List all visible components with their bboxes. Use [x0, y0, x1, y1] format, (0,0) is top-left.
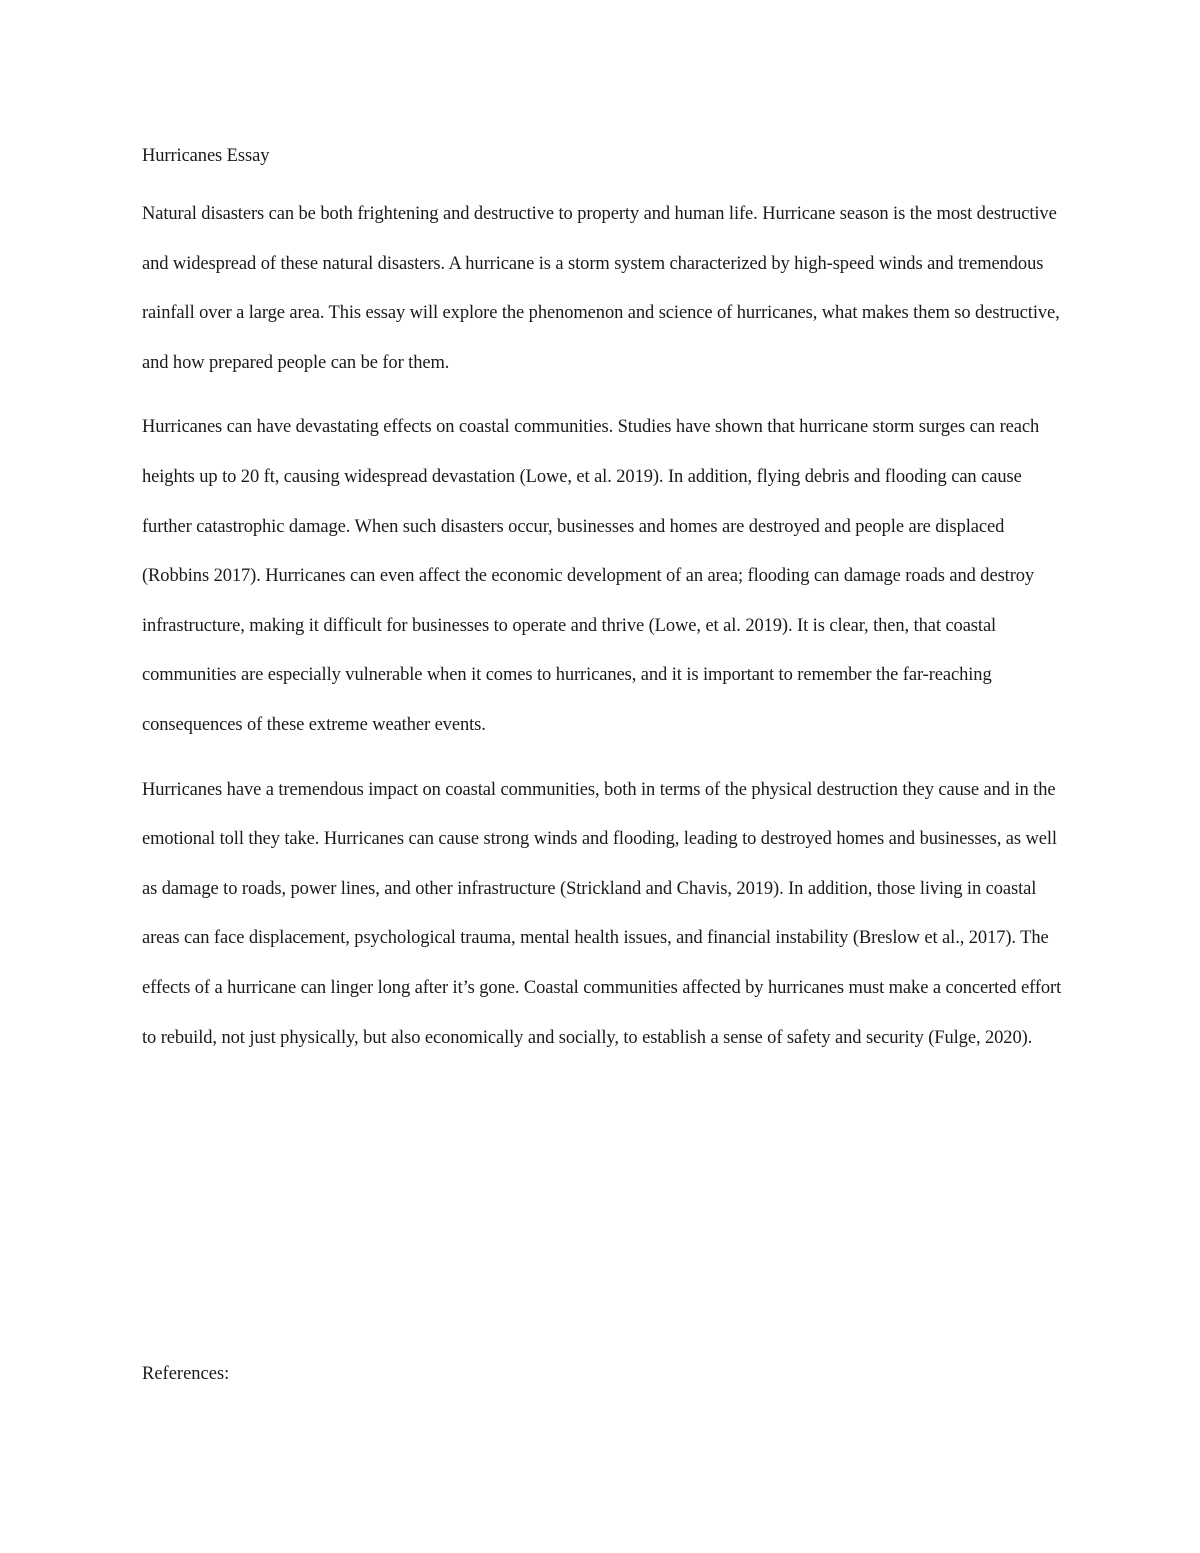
paragraph-coastal-effects: Hurricanes can have devastating effects on coastal communities. Studies have shown that hurricane storm surges can reach heights up to 20 ft, causing widespread devastation (Lowe, et al. 2019). In addition, flying debris and flooding can cause further catastrophic damage. When such disasters occur, businesses and homes are destroyed and people are displaced (Robbins 2017). Hurricanes can even affect the economic development of an area; flooding can damage roads and destroy infrastructure, making it difficult for businesses to operate and thrive (Lowe, et al. 2019). It is clear, then, that coastal communities are especially vulnerable when it comes to hurricanes, and it is important to remember the far-reaching consequences of these extreme weather events. [142, 417, 1040, 735]
paragraph-introduction: Natural disasters can be both frightening and destructive to property and human life. Hurricane season is the most destructive and widespread of these natural disasters. A hurricane is a storm system characterized by high-speed winds and tremendous rainfall over a large area. This essay will explore the phenomenon and science of hurricanes, what makes them so destructive, and how prepared people can be for them. [142, 204, 1060, 373]
essay-body [142, 140, 1062, 1063]
paragraph-community-impact: Hurricanes have a tremendous impact on coastal communities, both in terms of the physical destruction they cause and in the emotional toll they take. Hurricanes can cause strong winds and flooding, leading to destroyed homes and businesses, as well as damage to roads, power lines, and other infrastructure (Strickland and Chavis, 2019). In addition, those living in coastal areas can face displacement, psychological trauma, mental health issues, and financial instability (Breslow et al., 2017). The effects of a hurricane can linger long after it’s gone. Coastal communities affected by hurricanes must make a concerted effort to rebuild, not just physically, but also economically and socially, to establish a sense of safety and security (Fulge, 2020). [142, 779, 1062, 1048]
references-heading: References: [142, 1364, 230, 1384]
essay-title: Hurricanes Essay [142, 146, 270, 166]
